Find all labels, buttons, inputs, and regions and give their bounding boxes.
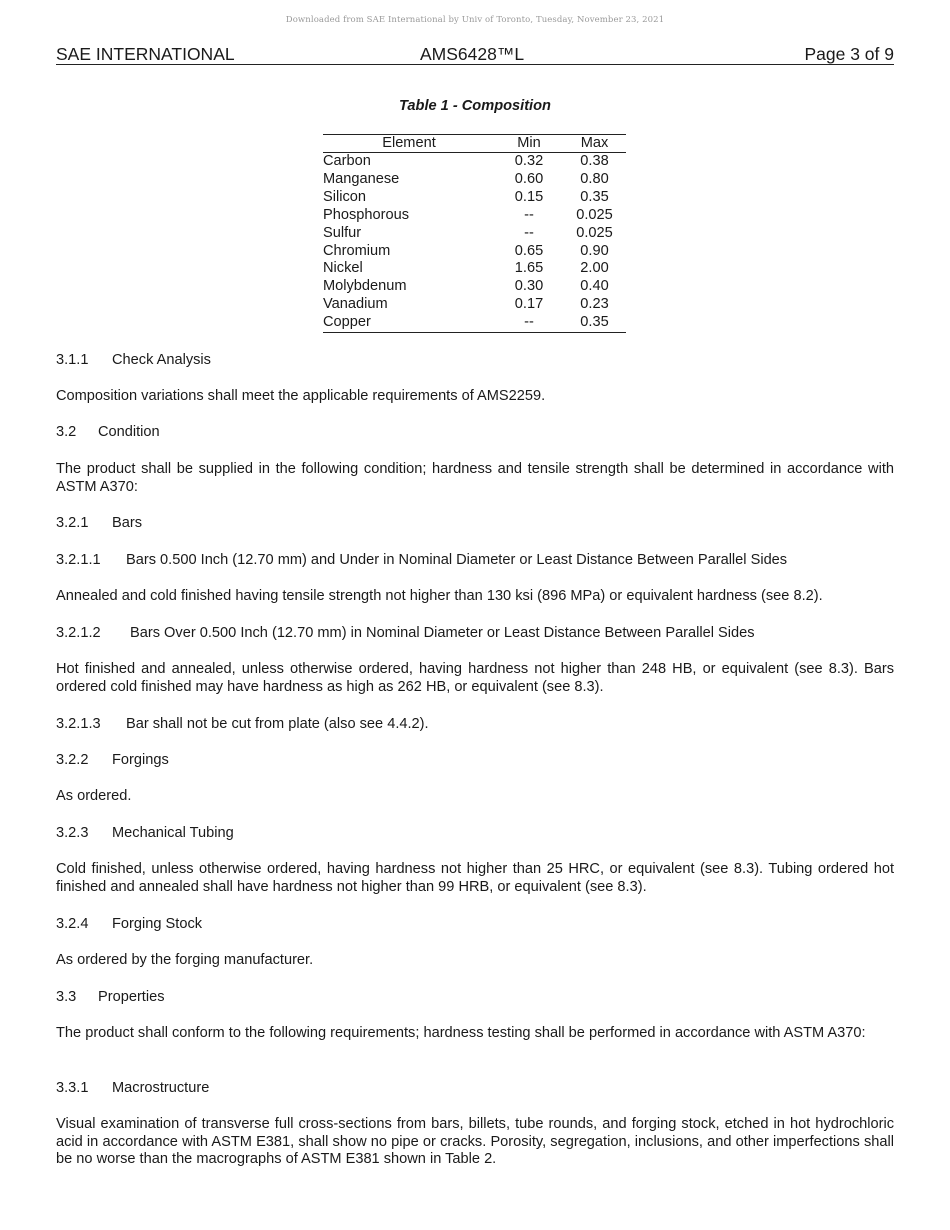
section-title: Bars Over 0.500 Inch (12.70 mm) in Nominal Diameter or Least Distance Between Parallel Sides — [130, 625, 755, 641]
section-heading-3-2-4 — [56, 916, 202, 934]
section-heading-3-2-1-3 — [56, 716, 429, 734]
section-number: 3.2.2 — [56, 752, 89, 768]
min-cell: -- — [495, 314, 563, 332]
section-heading-3-3-1 — [56, 1080, 209, 1098]
min-cell: 0.65 — [514, 242, 544, 259]
table-row — [323, 278, 626, 296]
min-cell: 1.65 — [514, 260, 544, 277]
element-cell: Phosphorous — [323, 206, 410, 223]
section-title: Forging Stock — [112, 916, 203, 932]
composition-table — [323, 134, 626, 333]
section-paragraph: Cold finished, unless otherwise ordered, having hardness not higher than 25 HRC, or equivalent (see 8.3). Tubing ordered hot finished and annealed shall have hardness not higher than 99 HRB, or equivalent (see 8.3). — [56, 861, 894, 895]
section-number: 3.2.3 — [56, 825, 89, 841]
table-row — [323, 207, 626, 225]
element-cell: Nickel — [323, 260, 363, 277]
min-cell: -- — [524, 206, 534, 223]
section-heading-3-1-1 — [56, 352, 211, 370]
section-title: Properties — [98, 989, 165, 1005]
table-row — [323, 314, 626, 332]
column-header-max: Max — [563, 135, 626, 153]
section-title: Check Analysis — [112, 352, 211, 368]
section-heading-3-2-3 — [56, 825, 234, 843]
section-paragraph: As ordered by the forging manufacturer. — [56, 952, 314, 968]
min-cell: -- — [524, 224, 534, 241]
table-row — [323, 296, 626, 314]
max-cell: 2.00 — [580, 260, 609, 277]
max-cell: 0.90 — [580, 242, 609, 259]
max-cell: 0.23 — [580, 296, 609, 313]
table-header-row — [323, 135, 626, 153]
element-cell: Copper — [323, 314, 495, 332]
section-heading-3-2-1-1 — [56, 552, 787, 570]
max-cell: 0.35 — [580, 188, 609, 205]
max-cell: 0.025 — [576, 224, 613, 241]
section-title: Bars 0.500 Inch (12.70 mm) and Under in Nominal Diameter or Least Distance Between Parallel Sides — [126, 552, 788, 568]
section-number: 3.2.1.2 — [56, 625, 101, 641]
section-paragraph: The product shall conform to the following requirements; hardness testing shall be performed in accordance with ASTM A370: — [56, 1025, 866, 1041]
table-row — [323, 243, 626, 261]
max-cell: 0.40 — [580, 278, 609, 295]
max-cell: 0.025 — [576, 206, 613, 223]
section-heading-3-2 — [56, 424, 160, 442]
section-paragraph: Annealed and cold finished having tensile strength not higher than 130 ksi (896 MPa) or equivalent hardness (see 8.2). — [56, 588, 823, 604]
section-number: 3.2.1 — [56, 515, 89, 531]
max-cell: 0.35 — [563, 314, 626, 332]
download-banner: Downloaded from SAE International by Univ of Toronto, Tuesday, November 23, 2021 — [285, 15, 665, 25]
section-title: Bar shall not be cut from plate (also see 4.4.2). — [126, 716, 429, 732]
section-number: 3.3 — [56, 989, 77, 1005]
element-cell: Silicon — [323, 188, 366, 205]
table-row — [323, 225, 626, 243]
min-cell: 0.32 — [514, 153, 544, 169]
column-header-min: Min — [495, 135, 563, 153]
section-heading-3-2-1-2 — [56, 625, 755, 643]
section-heading-3-3 — [56, 989, 165, 1007]
column-header-element: Element — [323, 135, 495, 153]
section-paragraph: Hot finished and annealed, unless otherwise ordered, having hardness not higher than 248 HB, or equivalent (see 8.3). Bars ordered cold finished may have hardness as high as 262 HB, or equivalent (see 8.3). — [56, 661, 894, 695]
section-paragraph: The product shall be supplied in the following condition; hardness and tensile strength shall be determined in accordance with ASTM A370: — [56, 461, 894, 495]
section-number: 3.2.4 — [56, 916, 89, 932]
min-cell: 0.60 — [514, 170, 544, 187]
page-header — [56, 44, 894, 65]
section-number: 3.2 — [56, 424, 77, 440]
header-org: SAE INTERNATIONAL — [56, 44, 235, 64]
section-number: 3.2.1.1 — [56, 552, 101, 568]
table-row — [323, 260, 626, 278]
section-number: 3.3.1 — [56, 1080, 89, 1096]
table-row — [323, 153, 626, 171]
element-cell: Vanadium — [323, 296, 388, 313]
element-cell: Sulfur — [323, 224, 362, 241]
section-paragraph: Composition variations shall meet the applicable requirements of AMS2259. — [56, 388, 546, 404]
section-number: 3.2.1.3 — [56, 716, 101, 732]
max-cell: 0.80 — [580, 170, 609, 187]
table-row — [323, 189, 626, 207]
section-title: Bars — [112, 515, 143, 531]
header-doc-number: AMS6428™L — [420, 44, 525, 64]
section-heading-3-2-2 — [56, 752, 169, 770]
section-title: Condition — [98, 424, 160, 440]
section-heading-3-2-1 — [56, 515, 142, 533]
table-row — [323, 171, 626, 189]
element-cell: Chromium — [323, 242, 391, 259]
section-paragraph: Visual examination of transverse full cross-sections from bars, billets, tube rounds, and forging stock, etched in hot hydrochloric acid in accordance with ASTM E381, shall show no pipe or cracks. Porosity, segregation, inclusions, and other imperfections shall be no worse than the macrographs of ASTM E381 shown in Table 2. — [56, 1116, 894, 1167]
section-title: Macrostructure — [112, 1080, 210, 1096]
min-cell: 0.30 — [514, 278, 544, 295]
section-number: 3.1.1 — [56, 352, 89, 368]
max-cell: 0.38 — [580, 153, 609, 169]
table-title: Table 1 - Composition — [399, 98, 551, 114]
element-cell: Molybdenum — [323, 278, 407, 295]
element-cell: Carbon — [323, 153, 371, 169]
section-title: Mechanical Tubing — [112, 825, 234, 841]
section-title: Forgings — [112, 752, 169, 768]
section-paragraph: As ordered. — [56, 788, 132, 804]
element-cell: Manganese — [323, 170, 400, 187]
header-page-number: Page 3 of 9 — [804, 44, 894, 64]
min-cell: 0.15 — [514, 188, 544, 205]
min-cell: 0.17 — [514, 296, 544, 313]
